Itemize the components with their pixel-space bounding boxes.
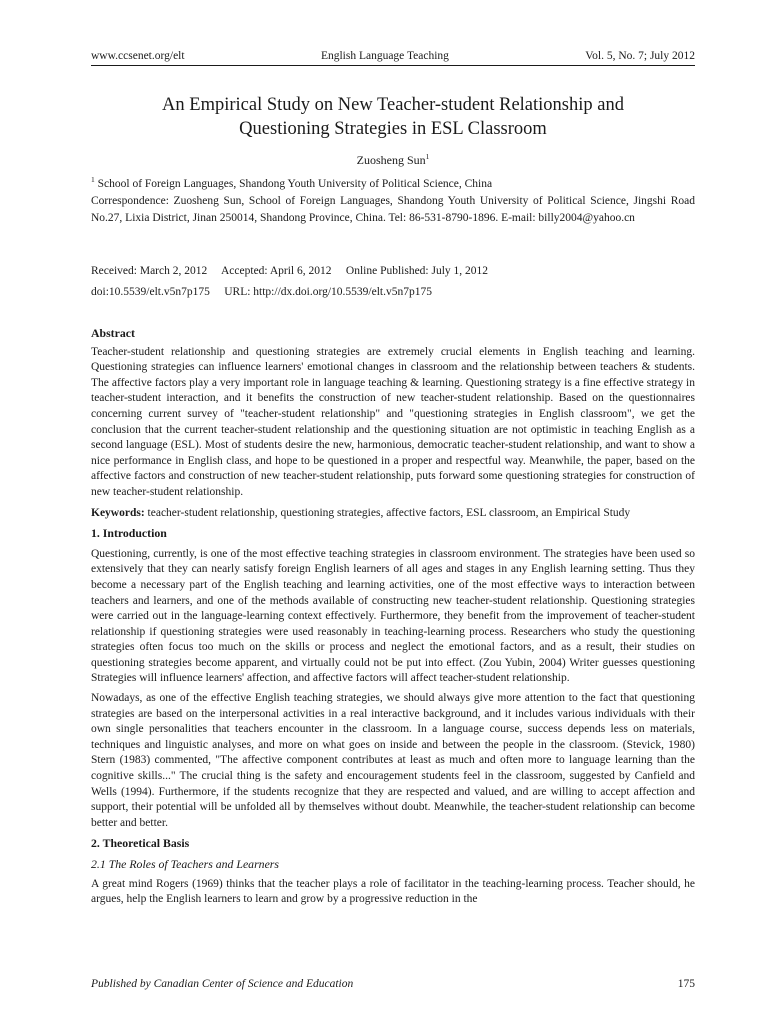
section1-paragraph: Nowadays, as one of the effective English teaching strategies, we should always give more attention to the fact that questioning strategies are based on the interpersonal activities in a real interactive background, and it includes various individuals with their own single personalities that teachers encounter in the classroom. In a language course, success depends less on materials, techniques and linguistic analyses, and more on what goes on inside and between the people in the classroom. (Stevick, 1980) Stern (1983) commented, "The affective component contributes at least as much and often more to language learning than the cognitive skills..." The crucial thing is the safety and encouragement students feel in the classroom, suggested by Canfield and Wells (1994). Furthermore, if the students recognize that they are respected and valued, and are willing to accept affection and support, their potential will be unfolded all by themselves without doubt. Meanwhile, the teacher-student relationship can become better and better. [91, 692, 695, 829]
keywords [91, 506, 695, 522]
keywords-text: teacher-student relationship, questioning strategies, affective factors, ESL classroom, an Empirical Study [147, 506, 631, 519]
section1-paragraph: Questioning, currently, is one of the most effective teaching strategies in classroom environment. The strategies have been used so extensively that they can nearly satisfy foreign English learners of all ages and stages in any English learning setting. Thus they become a necessary part of the English teaching and learning activities, one of the most effective ways to interaction between teachers and learners, and one of the methods available of constructing new teacher-student relationship. Questioning strategies were carried out in the language-learning context effectively. Furthermore, they benefit from the improvement of teacher-student relationship if questioning strategies were used reasonably in teaching-learning process. Researchers who study the questioning strategies often focus too much on the skills or process and neglect the emotional factors, and as a result, their studies on questioning strategies become apparent, and virtually could not be put into effect. (Zou Yubin, 2004) Writer guesses questioning Strategies will influence learners' affection, and affective factors will affect teacher-student relationship. [91, 547, 695, 685]
abstract-heading: Abstract [91, 326, 135, 340]
author-name: Zuosheng Sun [356, 153, 426, 167]
publication-dates [91, 265, 695, 277]
correspondence: Correspondence: Zuosheng Sun, School of Foreign Languages, Shandong Youth University of Political Science, Jingshi Road No.27, Lixia District, Jinan 250014, Shandong Province, China. Tel: 86-531-8790-1896. E-mail: billy2004@yahoo.cn [91, 195, 695, 224]
author-sup: 1 [425, 152, 430, 161]
section2-paragraph: A great mind Rogers (1969) thinks that the teacher plays a role of facilitator in the teaching-learning process. Teacher should, he argues, help the English learners to learn and grow by a progressive reduction in the [91, 877, 695, 906]
received-date: Received: March 2, 2012 [91, 265, 208, 277]
running-header [91, 50, 695, 66]
section2-subheading: 2.1 The Roles of Teachers and Learners [91, 857, 279, 871]
abstract-section [91, 326, 695, 908]
section2-heading: 2. Theoretical Basis [91, 836, 190, 851]
author [91, 152, 695, 168]
affiliation [91, 175, 695, 190]
header-volume: Vol. 5, No. 7; July 2012 [585, 50, 695, 62]
abstract-text: Teacher-student relationship and questioning strategies are extremely crucial elements in English teaching and learning. Questioning strategies can influence learners' emotional changes in classroom and the relationship between teachers & students. The affective factors play a very important role in language teaching & learning. Questioning strategy is a fine effective strategy in teacher-student interaction, and it benefits the construction of new teacher-student relationship. Based on the questionnaires concerning current survey of "teacher-student relationship" and "questioning strategies in English classroom", we get the conclusion that the current teacher-student relationship and the questioning situation are not optimistic in teaching English as a second language (ESL). Most of students desire the new, harmonious, democratic teacher-student relationship, and want to show a nice performance in English class, and hope to be questioned in a proper and respectful way. Meanwhile, the paper, based on the affective factors and construction of new teacher-student relationship, puts forward some questioning strategies for construction of new teacher-student relationship. [91, 345, 695, 498]
paper-title-line2: Questioning Strategies in ESL Classroom [239, 119, 547, 139]
keywords-label: Keywords: [91, 506, 145, 519]
affiliation-sup: 1 [91, 175, 95, 184]
page-number: 175 [677, 978, 695, 990]
paper-title-line1: An Empirical Study on New Teacher-student Relationship and [162, 95, 624, 115]
header-journal-url: www.ccsenet.org/elt [91, 50, 185, 62]
affiliation-text: School of Foreign Languages, Shandong Youth University of Political Science, China [97, 177, 493, 190]
doi-line [91, 286, 695, 298]
doi-url[interactable]: URL: http://dx.doi.org/10.5539/elt.v5n7p175 [224, 286, 432, 298]
paper-title [91, 93, 695, 141]
published-date: Online Published: July 1, 2012 [345, 265, 489, 277]
section1-heading: 1. Introduction [91, 526, 167, 541]
accepted-date: Accepted: April 6, 2012 [221, 265, 332, 277]
page-footer [91, 978, 695, 990]
footer-publisher: Published by Canadian Center of Science and Education [91, 978, 354, 990]
doi: doi:10.5539/elt.v5n7p175 [91, 286, 210, 298]
header-journal-name: English Language Teaching [320, 50, 449, 62]
